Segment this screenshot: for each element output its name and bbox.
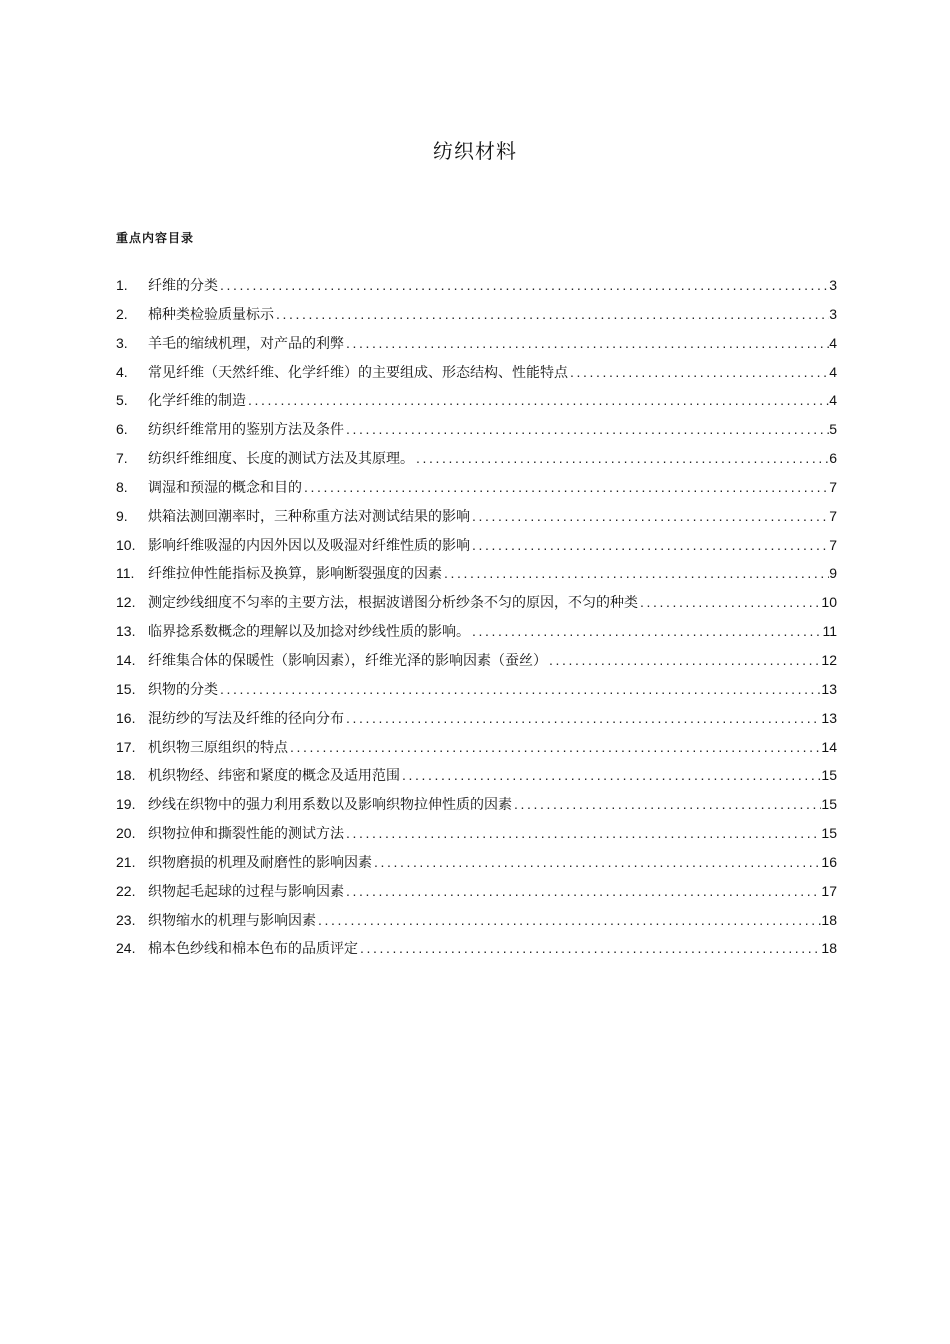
document-title: 纺织材料	[433, 139, 517, 163]
toc-entry-number: 24.	[116, 940, 136, 957]
toc-entry[interactable]	[116, 332, 837, 361]
toc-entry-number: 9.	[116, 507, 128, 524]
toc-entry-title[interactable]: 常见纤维（天然纤维、化学纤维）的主要组成、形态结构、性能特点	[148, 364, 568, 381]
toc-entry[interactable]	[116, 361, 837, 390]
toc-heading: 重点内容目录	[116, 231, 195, 245]
toc-entry[interactable]	[116, 562, 837, 591]
toc-dot-leader	[358, 937, 821, 959]
toc-entry-title[interactable]: 织物拉伸和撕裂性能的测试方法	[148, 826, 344, 843]
toc-dot-leader	[400, 764, 821, 786]
toc-entry-title[interactable]: 混纺纱的写法及纤维的径向分布	[148, 710, 344, 727]
toc-entry-page-number[interactable]: 18	[821, 911, 837, 928]
toc-dot-leader	[638, 591, 821, 613]
toc-entry-page-number[interactable]: 16	[821, 853, 837, 870]
toc-entry-page-number[interactable]: 17	[821, 882, 837, 899]
toc-entry-page-number[interactable]: 3	[829, 305, 837, 322]
toc-entry-page-number[interactable]: 4	[829, 392, 837, 409]
toc-entry-number: 3.	[116, 334, 128, 351]
toc-entry-title[interactable]: 织物磨损的机理及耐磨性的影响因素	[148, 854, 372, 871]
toc-entry-number: 16.	[116, 709, 136, 726]
toc-entry[interactable]	[116, 736, 837, 765]
toc-entry-number: 14.	[116, 651, 136, 668]
toc-entry-number: 18.	[116, 767, 136, 784]
toc-entry-number: 6.	[116, 421, 128, 438]
toc-entry-page-number[interactable]: 4	[829, 363, 837, 380]
toc-dot-leader	[547, 649, 821, 671]
toc-entry-title[interactable]: 羊毛的缩绒机理，对产品的利弊	[148, 335, 344, 352]
toc-entry-title[interactable]: 棉种类检验质量标示	[148, 306, 274, 323]
toc-entry-title[interactable]: 影响纤维吸湿的内因外因以及吸湿对纤维性质的影响	[148, 537, 470, 554]
toc-entry-number: 7.	[116, 450, 128, 467]
toc-dot-leader	[442, 562, 829, 584]
toc-entry-number: 1.	[116, 277, 128, 293]
toc-entry[interactable]	[116, 909, 837, 938]
toc-entry-title[interactable]: 棉本色纱线和棉本色布的品质评定	[148, 941, 358, 958]
toc-dot-leader	[218, 678, 821, 700]
toc-entry-number: 5.	[116, 392, 128, 409]
toc-entry[interactable]	[116, 678, 837, 707]
toc-entry-number: 12.	[116, 594, 136, 611]
toc-dot-leader	[344, 418, 829, 440]
toc-entry-title[interactable]: 烘箱法测回潮率时，三种称重方法对测试结果的影响	[148, 508, 470, 525]
toc-entry-title[interactable]: 纤维集合体的保暖性（影响因素），纤维光泽的影响因素（蚕丝）	[148, 652, 547, 669]
toc-entry-page-number[interactable]: 11	[822, 623, 837, 640]
toc-entry[interactable]	[116, 620, 837, 649]
toc-entry-page-number[interactable]: 7	[829, 507, 837, 524]
toc-dot-leader	[288, 736, 821, 758]
toc-entry[interactable]	[116, 880, 837, 909]
toc-entry-page-number[interactable]: 6	[829, 450, 837, 467]
toc-entry-number: 8.	[116, 478, 128, 495]
toc-entry[interactable]	[116, 274, 837, 303]
toc-entry-number: 20.	[116, 825, 136, 842]
toc-entry[interactable]	[116, 418, 837, 447]
toc-dot-leader	[372, 851, 821, 873]
toc-entry[interactable]	[116, 303, 837, 332]
toc-entry-number: 10.	[116, 536, 136, 553]
toc-entry-page-number[interactable]: 14	[821, 738, 837, 755]
toc-dot-leader	[246, 389, 829, 411]
toc-entry-page-number[interactable]: 12	[821, 651, 837, 668]
toc-dot-leader	[470, 505, 829, 527]
toc-entry-title[interactable]: 测定纱线细度不匀率的主要方法，根据波谱图分析纱条不匀的原因，不匀的种类	[148, 595, 638, 612]
toc-entry-page-number[interactable]: 4	[829, 334, 837, 351]
toc-entry-title[interactable]: 纺织纤维细度、长度的测试方法及其原理。	[148, 451, 414, 468]
toc-dot-leader	[218, 274, 829, 296]
toc-dot-leader	[344, 822, 821, 844]
table-of-contents	[116, 274, 837, 966]
toc-entry-number: 21.	[116, 853, 136, 870]
toc-dot-leader	[470, 620, 822, 642]
toc-entry[interactable]	[116, 476, 837, 505]
toc-entry-page-number[interactable]: 9	[829, 565, 837, 582]
toc-entry-title[interactable]: 机织物经、纬密和紧度的概念及适用范围	[148, 768, 400, 785]
toc-dot-leader	[414, 447, 829, 469]
toc-dot-leader	[274, 303, 829, 325]
toc-entry-page-number[interactable]: 3	[829, 277, 837, 293]
toc-dot-leader	[568, 361, 829, 383]
toc-dot-leader	[344, 880, 821, 902]
toc-dot-leader	[344, 707, 821, 729]
toc-entry-number: 23.	[116, 911, 136, 928]
toc-entry[interactable]	[116, 447, 837, 476]
toc-entry-number: 15.	[116, 680, 136, 697]
toc-entry-title[interactable]: 临界捻系数概念的理解以及加捻对纱线性质的影响。	[148, 624, 470, 641]
toc-entry-title[interactable]: 纺织纤维常用的鉴别方法及条件	[148, 422, 344, 439]
toc-entry[interactable]	[116, 591, 837, 620]
toc-entry-title[interactable]: 调湿和预湿的概念和目的	[148, 479, 302, 496]
toc-entry-page-number[interactable]: 5	[829, 421, 837, 438]
toc-entry[interactable]	[116, 649, 837, 678]
toc-entry-number: 13.	[116, 623, 136, 640]
toc-entry-title[interactable]: 织物缩水的机理与影响因素	[148, 912, 316, 929]
toc-entry-page-number[interactable]: 7	[829, 478, 837, 495]
toc-dot-leader	[316, 909, 821, 931]
toc-dot-leader	[512, 793, 821, 815]
toc-entry-number: 11.	[116, 565, 135, 582]
toc-entry-number: 22.	[116, 882, 136, 899]
toc-entry-title[interactable]: 化学纤维的制造	[148, 393, 246, 410]
toc-entry-page-number[interactable]: 10	[821, 594, 837, 611]
toc-entry[interactable]	[116, 764, 837, 793]
toc-entry-page-number[interactable]: 18	[821, 940, 837, 957]
toc-entry-number: 2.	[116, 305, 128, 322]
toc-entry[interactable]	[116, 505, 837, 534]
toc-entry-title[interactable]: 纤维拉伸性能指标及换算，影响断裂强度的因素	[148, 566, 442, 583]
toc-dot-leader	[470, 534, 829, 556]
toc-entry-page-number[interactable]: 15	[821, 825, 837, 842]
toc-entry[interactable]	[116, 822, 837, 851]
toc-entry-number: 4.	[116, 363, 128, 380]
toc-entry[interactable]	[116, 389, 837, 418]
toc-entry-title[interactable]: 织物起毛起球的过程与影响因素	[148, 883, 344, 900]
toc-entry[interactable]	[116, 937, 837, 966]
toc-entry-number: 19.	[116, 796, 136, 813]
toc-entry-title[interactable]: 机织物三原组织的特点	[148, 739, 288, 756]
toc-entry-page-number[interactable]: 7	[829, 536, 837, 553]
toc-entry-title[interactable]: 纱线在织物中的强力利用系数以及影响织物拉伸性质的因素	[148, 797, 512, 814]
toc-entry-number: 17.	[116, 738, 136, 755]
toc-dot-leader	[344, 332, 829, 354]
toc-entry[interactable]	[116, 851, 837, 880]
toc-entry[interactable]	[116, 707, 837, 736]
toc-entry[interactable]	[116, 534, 837, 563]
toc-entry-page-number[interactable]: 13	[821, 680, 837, 697]
toc-entry-page-number[interactable]: 15	[821, 767, 837, 784]
toc-entry[interactable]	[116, 793, 837, 822]
toc-entry-title[interactable]: 织物的分类	[148, 681, 218, 698]
toc-entry-page-number[interactable]: 15	[821, 796, 837, 813]
toc-entry-page-number[interactable]: 13	[821, 709, 837, 726]
toc-dot-leader	[302, 476, 829, 498]
toc-entry-title[interactable]: 纤维的分类	[148, 278, 218, 294]
